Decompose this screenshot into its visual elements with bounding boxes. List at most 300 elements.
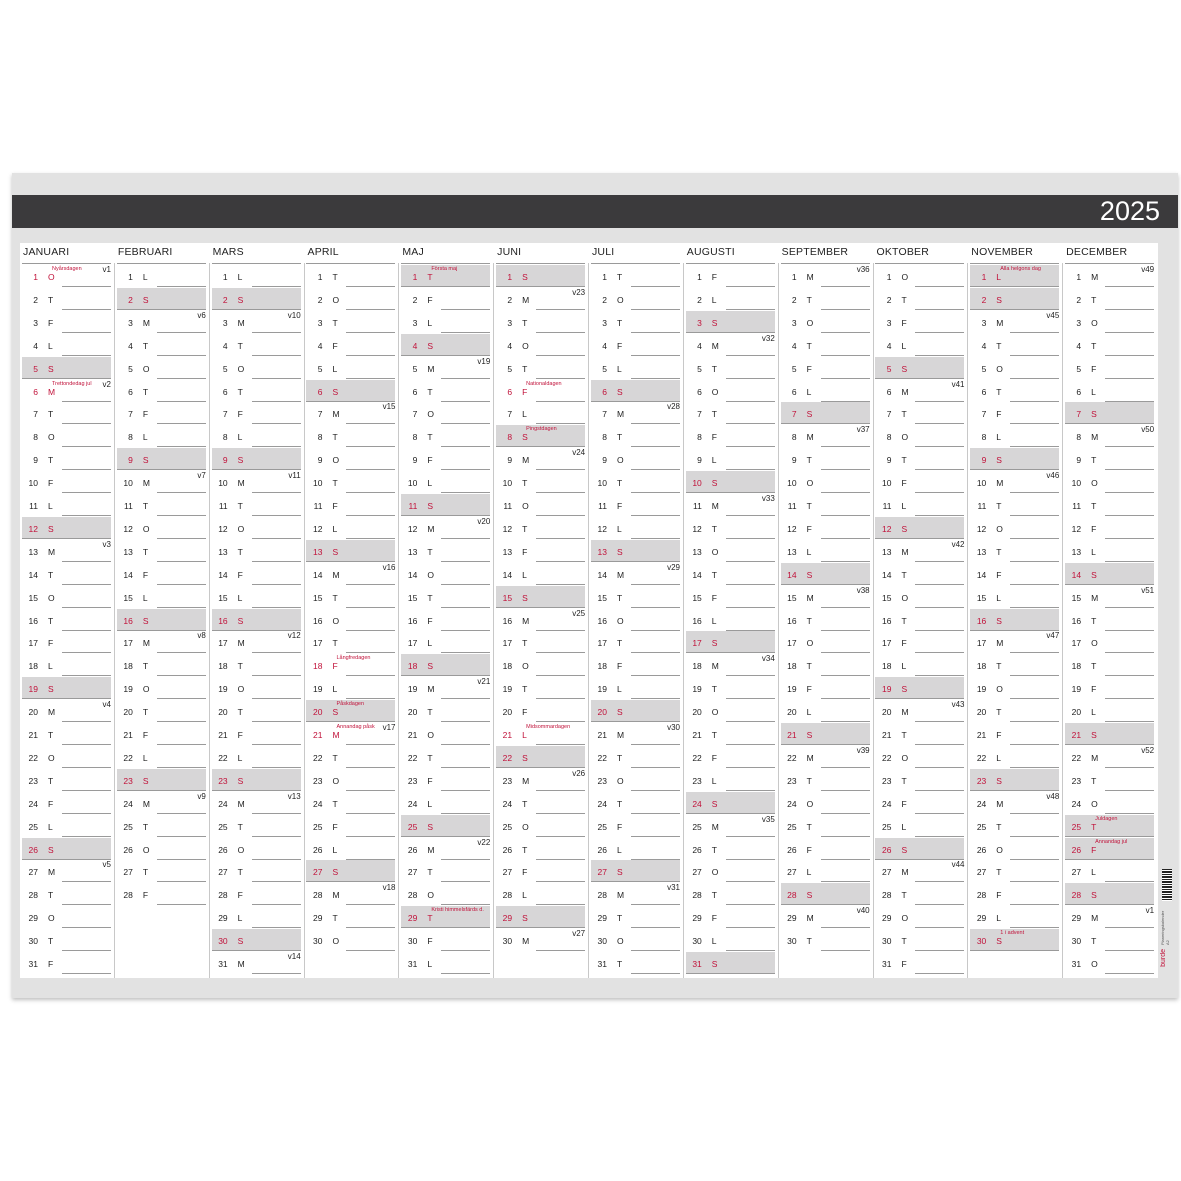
day-row[interactable] xyxy=(1065,952,1154,974)
day-row[interactable] xyxy=(1065,448,1154,470)
day-row[interactable] xyxy=(117,448,206,470)
day-row[interactable] xyxy=(401,402,490,424)
day-row[interactable] xyxy=(591,265,680,287)
day-row[interactable] xyxy=(306,563,395,585)
day-row[interactable] xyxy=(496,677,585,699)
day-row[interactable] xyxy=(875,357,964,379)
day-row[interactable] xyxy=(22,906,111,928)
day-row[interactable] xyxy=(306,792,395,814)
day-row[interactable] xyxy=(212,311,301,333)
day-row[interactable] xyxy=(875,448,964,470)
day-row[interactable] xyxy=(686,700,775,722)
day-row[interactable] xyxy=(306,929,395,951)
day-row[interactable] xyxy=(212,929,301,951)
day-row[interactable] xyxy=(970,654,1059,676)
day-row[interactable] xyxy=(117,883,206,905)
day-row[interactable] xyxy=(496,288,585,310)
day-row[interactable] xyxy=(1065,357,1154,379)
day-row[interactable] xyxy=(117,654,206,676)
day-row[interactable] xyxy=(781,494,870,516)
day-row[interactable] xyxy=(117,677,206,699)
day-row[interactable] xyxy=(686,860,775,882)
day-row[interactable] xyxy=(686,380,775,402)
day-row[interactable] xyxy=(970,860,1059,882)
day-row[interactable] xyxy=(591,425,680,447)
day-row[interactable] xyxy=(496,380,585,402)
day-row[interactable] xyxy=(212,471,301,493)
day-row[interactable] xyxy=(781,425,870,447)
day-row[interactable] xyxy=(306,380,395,402)
day-row[interactable] xyxy=(1065,311,1154,333)
day-row[interactable] xyxy=(781,929,870,951)
day-row[interactable] xyxy=(781,631,870,653)
day-row[interactable] xyxy=(22,471,111,493)
day-row[interactable] xyxy=(401,929,490,951)
day-row[interactable] xyxy=(1065,494,1154,516)
day-row[interactable] xyxy=(306,265,395,287)
day-row[interactable] xyxy=(22,563,111,585)
day-row[interactable] xyxy=(875,769,964,791)
day-row[interactable] xyxy=(591,631,680,653)
day-row[interactable] xyxy=(970,792,1059,814)
day-row[interactable] xyxy=(306,677,395,699)
day-row[interactable] xyxy=(875,746,964,768)
day-row[interactable] xyxy=(22,631,111,653)
day-row[interactable] xyxy=(22,311,111,333)
day-row[interactable] xyxy=(781,906,870,928)
day-row[interactable] xyxy=(970,746,1059,768)
day-row[interactable] xyxy=(875,517,964,539)
day-row[interactable] xyxy=(117,586,206,608)
day-row[interactable] xyxy=(781,677,870,699)
day-row[interactable] xyxy=(306,540,395,562)
day-row[interactable] xyxy=(591,288,680,310)
day-row[interactable] xyxy=(591,723,680,745)
day-row[interactable] xyxy=(306,838,395,860)
day-row[interactable] xyxy=(117,746,206,768)
day-row[interactable] xyxy=(306,860,395,882)
day-row[interactable] xyxy=(117,700,206,722)
day-row[interactable] xyxy=(401,357,490,379)
day-row[interactable] xyxy=(1065,677,1154,699)
day-row[interactable] xyxy=(591,746,680,768)
day-row[interactable] xyxy=(591,311,680,333)
day-row[interactable] xyxy=(401,517,490,539)
day-row[interactable] xyxy=(212,402,301,424)
day-row[interactable] xyxy=(212,677,301,699)
day-row[interactable] xyxy=(875,860,964,882)
day-row[interactable] xyxy=(212,563,301,585)
day-row[interactable] xyxy=(1065,700,1154,722)
day-row[interactable] xyxy=(591,700,680,722)
day-row[interactable] xyxy=(875,677,964,699)
day-row[interactable] xyxy=(970,906,1059,928)
day-row[interactable] xyxy=(117,357,206,379)
day-row[interactable] xyxy=(591,815,680,837)
day-row[interactable] xyxy=(686,654,775,676)
day-row[interactable] xyxy=(1065,654,1154,676)
day-row[interactable] xyxy=(875,494,964,516)
day-row[interactable] xyxy=(401,677,490,699)
day-row[interactable] xyxy=(117,380,206,402)
day-row[interactable] xyxy=(117,517,206,539)
day-row[interactable] xyxy=(1065,586,1154,608)
day-row[interactable] xyxy=(875,815,964,837)
day-row[interactable] xyxy=(212,288,301,310)
day-row[interactable] xyxy=(875,471,964,493)
day-row[interactable] xyxy=(686,540,775,562)
day-row[interactable] xyxy=(117,311,206,333)
day-row[interactable] xyxy=(875,609,964,631)
day-row[interactable] xyxy=(686,471,775,493)
day-row[interactable] xyxy=(212,265,301,287)
day-row[interactable] xyxy=(591,860,680,882)
day-row[interactable] xyxy=(781,471,870,493)
day-row[interactable] xyxy=(686,769,775,791)
day-row[interactable] xyxy=(496,838,585,860)
day-row[interactable] xyxy=(875,929,964,951)
day-row[interactable] xyxy=(1065,265,1154,287)
day-row[interactable] xyxy=(1065,631,1154,653)
day-row[interactable] xyxy=(970,631,1059,653)
day-row[interactable] xyxy=(212,700,301,722)
day-row[interactable] xyxy=(22,860,111,882)
day-row[interactable] xyxy=(970,311,1059,333)
day-row[interactable] xyxy=(686,746,775,768)
day-row[interactable] xyxy=(496,494,585,516)
day-row[interactable] xyxy=(306,402,395,424)
day-row[interactable] xyxy=(22,700,111,722)
day-row[interactable] xyxy=(117,288,206,310)
day-row[interactable] xyxy=(781,654,870,676)
day-row[interactable] xyxy=(401,471,490,493)
day-row[interactable] xyxy=(401,631,490,653)
day-row[interactable] xyxy=(117,815,206,837)
day-row[interactable] xyxy=(686,929,775,951)
day-row[interactable] xyxy=(591,540,680,562)
day-row[interactable] xyxy=(22,838,111,860)
day-row[interactable] xyxy=(496,929,585,951)
day-row[interactable] xyxy=(686,952,775,974)
day-row[interactable] xyxy=(875,563,964,585)
day-row[interactable] xyxy=(970,494,1059,516)
day-row[interactable] xyxy=(212,860,301,882)
day-row[interactable] xyxy=(875,402,964,424)
day-row[interactable] xyxy=(875,425,964,447)
day-row[interactable] xyxy=(212,494,301,516)
day-row[interactable] xyxy=(686,402,775,424)
day-row[interactable] xyxy=(117,838,206,860)
day-row[interactable] xyxy=(970,402,1059,424)
day-row[interactable] xyxy=(22,540,111,562)
day-row[interactable] xyxy=(686,357,775,379)
day-row[interactable] xyxy=(117,563,206,585)
day-row[interactable] xyxy=(117,425,206,447)
day-row[interactable] xyxy=(117,402,206,424)
day-row[interactable] xyxy=(306,746,395,768)
day-row[interactable] xyxy=(496,517,585,539)
day-row[interactable] xyxy=(306,471,395,493)
day-row[interactable] xyxy=(875,586,964,608)
day-row[interactable] xyxy=(591,380,680,402)
day-row[interactable] xyxy=(970,288,1059,310)
day-row[interactable] xyxy=(306,723,395,745)
day-row[interactable] xyxy=(970,540,1059,562)
day-row[interactable] xyxy=(22,769,111,791)
day-row[interactable] xyxy=(117,494,206,516)
day-row[interactable] xyxy=(22,448,111,470)
day-row[interactable] xyxy=(781,402,870,424)
day-row[interactable] xyxy=(781,311,870,333)
day-row[interactable] xyxy=(22,746,111,768)
day-row[interactable] xyxy=(781,700,870,722)
day-row[interactable] xyxy=(401,311,490,333)
day-row[interactable] xyxy=(591,838,680,860)
day-row[interactable] xyxy=(686,677,775,699)
day-row[interactable] xyxy=(1065,769,1154,791)
day-row[interactable] xyxy=(117,723,206,745)
day-row[interactable] xyxy=(591,563,680,585)
day-row[interactable] xyxy=(875,540,964,562)
day-row[interactable] xyxy=(970,929,1059,951)
day-row[interactable] xyxy=(401,700,490,722)
day-row[interactable] xyxy=(781,563,870,585)
day-row[interactable] xyxy=(1065,517,1154,539)
day-row[interactable] xyxy=(306,815,395,837)
day-row[interactable] xyxy=(212,952,301,974)
day-row[interactable] xyxy=(401,586,490,608)
day-row[interactable] xyxy=(591,883,680,905)
day-row[interactable] xyxy=(306,494,395,516)
day-row[interactable] xyxy=(591,654,680,676)
day-row[interactable] xyxy=(970,265,1059,287)
day-row[interactable] xyxy=(686,494,775,516)
day-row[interactable] xyxy=(1065,609,1154,631)
day-row[interactable] xyxy=(401,425,490,447)
day-row[interactable] xyxy=(875,380,964,402)
day-row[interactable] xyxy=(22,334,111,356)
day-row[interactable] xyxy=(970,517,1059,539)
day-row[interactable] xyxy=(496,860,585,882)
day-row[interactable] xyxy=(401,654,490,676)
day-row[interactable] xyxy=(686,838,775,860)
day-row[interactable] xyxy=(686,311,775,333)
day-row[interactable] xyxy=(781,609,870,631)
day-row[interactable] xyxy=(22,815,111,837)
day-row[interactable] xyxy=(401,838,490,860)
day-row[interactable] xyxy=(212,357,301,379)
day-row[interactable] xyxy=(875,906,964,928)
day-row[interactable] xyxy=(306,425,395,447)
day-row[interactable] xyxy=(117,631,206,653)
day-row[interactable] xyxy=(686,586,775,608)
day-row[interactable] xyxy=(1065,860,1154,882)
day-row[interactable] xyxy=(117,792,206,814)
day-row[interactable] xyxy=(401,265,490,287)
day-row[interactable] xyxy=(970,815,1059,837)
day-row[interactable] xyxy=(1065,838,1154,860)
day-row[interactable] xyxy=(401,746,490,768)
day-row[interactable] xyxy=(875,700,964,722)
day-row[interactable] xyxy=(875,838,964,860)
day-row[interactable] xyxy=(686,288,775,310)
day-row[interactable] xyxy=(970,883,1059,905)
day-row[interactable] xyxy=(1065,425,1154,447)
day-row[interactable] xyxy=(212,540,301,562)
day-row[interactable] xyxy=(970,677,1059,699)
day-row[interactable] xyxy=(686,792,775,814)
day-row[interactable] xyxy=(117,540,206,562)
day-row[interactable] xyxy=(875,952,964,974)
day-row[interactable] xyxy=(781,357,870,379)
day-row[interactable] xyxy=(875,883,964,905)
day-row[interactable] xyxy=(970,563,1059,585)
day-row[interactable] xyxy=(306,769,395,791)
day-row[interactable] xyxy=(306,700,395,722)
day-row[interactable] xyxy=(1065,540,1154,562)
day-row[interactable] xyxy=(591,586,680,608)
day-row[interactable] xyxy=(496,631,585,653)
day-row[interactable] xyxy=(970,471,1059,493)
day-row[interactable] xyxy=(212,448,301,470)
day-row[interactable] xyxy=(212,815,301,837)
day-row[interactable] xyxy=(401,769,490,791)
day-row[interactable] xyxy=(875,265,964,287)
day-row[interactable] xyxy=(401,792,490,814)
day-row[interactable] xyxy=(1065,334,1154,356)
day-row[interactable] xyxy=(212,609,301,631)
day-row[interactable] xyxy=(306,357,395,379)
day-row[interactable] xyxy=(496,471,585,493)
day-row[interactable] xyxy=(686,334,775,356)
day-row[interactable] xyxy=(22,883,111,905)
day-row[interactable] xyxy=(496,769,585,791)
day-row[interactable] xyxy=(22,265,111,287)
day-row[interactable] xyxy=(212,631,301,653)
day-row[interactable] xyxy=(686,517,775,539)
day-row[interactable] xyxy=(1065,402,1154,424)
day-row[interactable] xyxy=(591,929,680,951)
day-row[interactable] xyxy=(496,265,585,287)
day-row[interactable] xyxy=(212,883,301,905)
day-row[interactable] xyxy=(970,723,1059,745)
day-row[interactable] xyxy=(496,792,585,814)
day-row[interactable] xyxy=(22,494,111,516)
day-row[interactable] xyxy=(686,815,775,837)
day-row[interactable] xyxy=(22,425,111,447)
day-row[interactable] xyxy=(22,357,111,379)
day-row[interactable] xyxy=(306,334,395,356)
day-row[interactable] xyxy=(22,609,111,631)
day-row[interactable] xyxy=(401,563,490,585)
day-row[interactable] xyxy=(306,517,395,539)
day-row[interactable] xyxy=(781,883,870,905)
day-row[interactable] xyxy=(686,723,775,745)
day-row[interactable] xyxy=(212,654,301,676)
day-row[interactable] xyxy=(781,586,870,608)
day-row[interactable] xyxy=(496,425,585,447)
day-row[interactable] xyxy=(781,334,870,356)
day-row[interactable] xyxy=(781,380,870,402)
day-row[interactable] xyxy=(22,654,111,676)
day-row[interactable] xyxy=(117,769,206,791)
day-row[interactable] xyxy=(1065,746,1154,768)
day-row[interactable] xyxy=(591,906,680,928)
day-row[interactable] xyxy=(401,883,490,905)
day-row[interactable] xyxy=(212,723,301,745)
day-row[interactable] xyxy=(22,677,111,699)
day-row[interactable] xyxy=(401,288,490,310)
day-row[interactable] xyxy=(591,517,680,539)
day-row[interactable] xyxy=(22,402,111,424)
day-row[interactable] xyxy=(686,448,775,470)
day-row[interactable] xyxy=(1065,723,1154,745)
day-row[interactable] xyxy=(591,494,680,516)
day-row[interactable] xyxy=(781,517,870,539)
day-row[interactable] xyxy=(1065,929,1154,951)
day-row[interactable] xyxy=(212,838,301,860)
day-row[interactable] xyxy=(686,631,775,653)
day-row[interactable] xyxy=(306,906,395,928)
day-row[interactable] xyxy=(1065,815,1154,837)
day-row[interactable] xyxy=(496,563,585,585)
day-row[interactable] xyxy=(686,425,775,447)
day-row[interactable] xyxy=(212,334,301,356)
day-row[interactable] xyxy=(401,540,490,562)
day-row[interactable] xyxy=(496,448,585,470)
day-row[interactable] xyxy=(875,631,964,653)
day-row[interactable] xyxy=(212,769,301,791)
day-row[interactable] xyxy=(781,265,870,287)
day-row[interactable] xyxy=(212,906,301,928)
day-row[interactable] xyxy=(401,380,490,402)
day-row[interactable] xyxy=(781,288,870,310)
day-row[interactable] xyxy=(1065,380,1154,402)
day-row[interactable] xyxy=(401,609,490,631)
day-row[interactable] xyxy=(496,402,585,424)
day-row[interactable] xyxy=(496,746,585,768)
day-row[interactable] xyxy=(212,746,301,768)
day-row[interactable] xyxy=(401,860,490,882)
day-row[interactable] xyxy=(686,563,775,585)
day-row[interactable] xyxy=(306,288,395,310)
day-row[interactable] xyxy=(591,792,680,814)
day-row[interactable] xyxy=(686,883,775,905)
day-row[interactable] xyxy=(875,288,964,310)
day-row[interactable] xyxy=(117,860,206,882)
day-row[interactable] xyxy=(496,700,585,722)
day-row[interactable] xyxy=(212,517,301,539)
day-row[interactable] xyxy=(212,380,301,402)
day-row[interactable] xyxy=(781,746,870,768)
day-row[interactable] xyxy=(970,609,1059,631)
day-row[interactable] xyxy=(496,334,585,356)
day-row[interactable] xyxy=(875,311,964,333)
day-row[interactable] xyxy=(496,815,585,837)
day-row[interactable] xyxy=(306,883,395,905)
day-row[interactable] xyxy=(1065,792,1154,814)
day-row[interactable] xyxy=(117,265,206,287)
day-row[interactable] xyxy=(496,723,585,745)
day-row[interactable] xyxy=(496,540,585,562)
day-row[interactable] xyxy=(496,883,585,905)
day-row[interactable] xyxy=(22,929,111,951)
day-row[interactable] xyxy=(401,815,490,837)
day-row[interactable] xyxy=(875,723,964,745)
day-row[interactable] xyxy=(591,448,680,470)
day-row[interactable] xyxy=(22,723,111,745)
day-row[interactable] xyxy=(591,471,680,493)
